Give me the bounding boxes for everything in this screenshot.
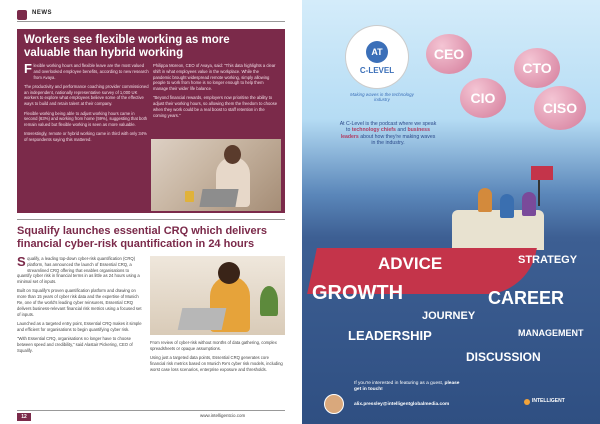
article-column-1 (24, 63, 149, 147)
balloon-ciso: CISO (534, 86, 586, 130)
page-number: 12 (17, 413, 31, 421)
word-career: CAREER (488, 288, 565, 308)
paragraph: The productivity and performance coaching provider commissioned an independent, nationally representative survey of 1,000 UK workers to explore what employees believe some of the effective ways to build and retain talent at their company. (24, 83, 149, 107)
article-flexible-working (17, 29, 285, 213)
footer-url: www.intelligentcio.com (200, 413, 246, 418)
at-c-level-logo (346, 26, 408, 88)
podcast-tagline: At C-Level is the podcast where we speak to technology chiefs and business leaders about how they're making waves in the industry. (339, 121, 437, 147)
paragraph: Interestingly, remote or hybrid working came in third with only 34% of respondents saying this mattered. (24, 131, 147, 143)
footer-divider (17, 410, 285, 411)
word-journey: JOURNEY (422, 310, 476, 322)
contact-email[interactable]: alix.pressley@intelligentglobalmedia.com (354, 402, 450, 407)
section-marker (17, 10, 27, 20)
paragraph: "Beyond financial rewards, employers now prioritise the ability to adjust their working hours, so allowing them the freedom to choose when they work could be a real boost to staff retention in the coming years." (153, 95, 278, 118)
paragraph: Philippa Moreon, CEO of Avaya, said: "This data highlights a clear shift in what employees value in the workplace. While the pandemic brought widespread remote working, simply allowing people to work from home is no longer enough to help them manage their wider life balance. (153, 63, 276, 92)
paragraph: "With Essential CRQ, organisations no longer have to choose between speed and credibility," said Alastair Pickering, CEO of Squalify. (17, 336, 133, 353)
paragraph: Built on Squalify's proven quantification platform and drawing on more than 15 years of cyber risk data and the expertise of Munich Re, one of the world's leading cyber reinsurers, Essential CRQ delivers business-relevant financial risk metrics using a focused set of inputs. (17, 288, 142, 317)
paragraph: Flexible working hours and flexible leave are the most valued and overlooked employee benefits, according to new research from Avaya. (24, 61, 149, 80)
paragraph: Using just a targeted data points, Essential CRQ generates core financial risk metrics based on Munich Re's cyber risk models, including worst case loss scenarios, enterprise exposure and thresholds. (150, 355, 283, 372)
photo-woman-desk (150, 256, 285, 335)
flag-icon (531, 166, 553, 180)
brand-logo: INTELLIGENT (532, 398, 565, 404)
paragraph: From review of cyber-risk without months of data gathering, complex spreadsheets or opaque assumptions. (150, 340, 277, 351)
article-column-1 (17, 256, 142, 357)
article-column-2 (150, 340, 285, 376)
paragraph: Flexible working being able to adjust working hours came in second (63%) and working from home (59%), suggesting that both remain valued but flexible working is seen as more valuable. (24, 110, 148, 128)
guest-invitation: If you're interested in featuring as a guest, please get in touch! (354, 381, 460, 392)
word-leadership: LEADERSHIP (348, 328, 432, 343)
logo-name: C-LEVEL (359, 66, 395, 75)
article-title: Squalify launches essential CRQ which delivers financial cyber-risk quantification in 24 hours (17, 225, 268, 250)
section-label: NEWS (32, 10, 52, 16)
brand-icon (524, 399, 530, 405)
logo-at-badge: AT (366, 41, 388, 63)
word-strategy: STRATEGY (518, 254, 578, 266)
paragraph: Launched as a targeted entry point, Essential CRQ makes it simple and efficient for organisations to begin quantifying cyber risk. (17, 320, 142, 332)
article-title: Workers see flexible working as more valuable than hybrid working (24, 34, 230, 59)
header-divider (17, 21, 285, 22)
balloon-cio: CIO (460, 78, 506, 118)
article-divider (17, 219, 285, 220)
drop-cap: S (17, 254, 26, 269)
balloon-cto: CTO (514, 48, 560, 88)
word-discussion: DISCUSSION (466, 350, 541, 364)
drop-cap: F (24, 61, 32, 76)
podcast-advert (302, 0, 600, 424)
word-advice: ADVICE (378, 254, 443, 273)
article-column-2 (153, 63, 278, 122)
logo-arc-text: Making waves in the technology industry (350, 92, 414, 102)
balloon-ceo: CEO (426, 34, 472, 74)
photo-woman-laptop (151, 139, 281, 211)
paragraph: Squalify, a leading top-down cyber-risk quantification (CRQ) platform, has announced the launch of Essential CRQ, a streamlined CRQ offering that enables organisations to quantify cyber risk in financial terms in as little as 24 hours using a minimal set of inputs. (17, 254, 140, 285)
avatar (324, 394, 344, 414)
word-growth: GROWTH (312, 282, 404, 304)
word-management: MANAGEMENT (518, 328, 584, 338)
